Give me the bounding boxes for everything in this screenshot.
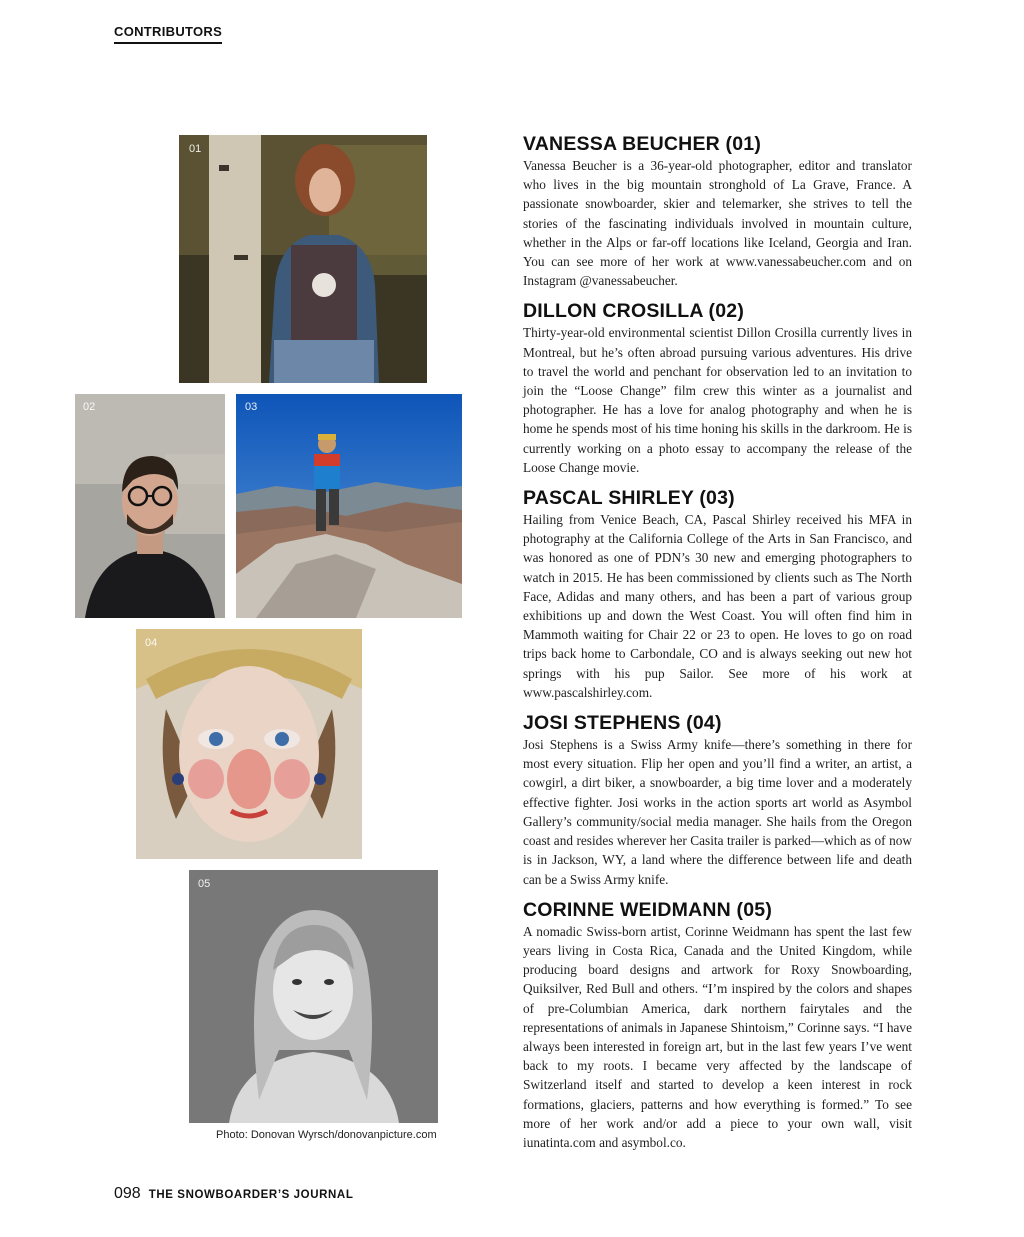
contributor-bio: Vanessa Beucher is a 36-year-old photographer, editor and translator who lives in the big mountain stronghold of La Grave, France. A passionate snowboarder, skier and telemarker, she strives to tell the stories of the fascinating individuals involved in mountain culture, whether in the Alps or far-off locations like Iceland, Georgia and Iran. You can see more of her work at www.vanessabeucher.com and on Instagram @vanessabeucher. [523,158,912,289]
photo-credit: Photo: Donovan Wyrsch/donovanpicture.com [216,1129,437,1141]
bio-vanessa-beucher [523,132,912,290]
bio-corinne-weidmann [523,898,912,1152]
photo-pascal-shirley [236,394,462,618]
photo-josi-stephens-painting [136,629,362,859]
photo-dillon-crosilla [75,394,225,618]
page-number: 098 [114,1185,141,1202]
contributor-bio: Hailing from Venice Beach, CA, Pascal Shirley received his MFA in photography at the California College of the Arts in San Francisco, and was honored as one of PDN’s 30 new and emerging photographers to watch in 2015. He has been commissioned by clients such as The North Face, Adidas and many others, and has been a part of various group exhibitions up and down the West Coast. You will often find him in Mammoth waiting for Chair 22 or 23 to open. He loves to go on road trips back home to Carbondale, CO and is always seeking out new hot springs with his pup Sailor. See more of his work at www.pascalshirley.com. [523,512,912,700]
contributor-name: PASCAL SHIRLEY (03) [523,487,735,510]
contributor-bio: A nomadic Swiss-born artist, Corinne Weidmann has spent the last few years living in Costa Rica, Canada and the United Kingdom, while producing board designs and artwork for Roxy Snowboarding, Quiksilver, Red Bull and others. “I’m inspired by the colors and shapes of pre-Columbian America, dark northern fairytales and the representations of animals in Japanese Shintoism,” Corinne says. “I have always been interested in foreign art, but in the last few years I’ve went back to my roots. I became very affected by the landscape of Switzerland itself and started to develop a keen interest in rock formations, glaciers, patterns and how everything is formed.” To see more of her work and/or add a piece to your own wall, visit iunatinta.com and asymbol.co. [523,923,912,1150]
section-label: CONTRIBUTORS [114,24,222,44]
bio-josi-stephens [523,711,912,889]
contributor-name: DILLON CROSILLA (02) [523,300,745,323]
contributor-bio: Thirty-year-old environmental scientist Dillon Crosilla currently lives in Montreal, but he’s often abroad pursuing various adventures. His drive to travel the world and penchant for observation led to an invitation to join the “Loose Change” film crew this winter as a journalist and photographer. He has a love for analog photography and when he is home he spends most of his time honing his skills in the darkroom. He is currently working on a photo essay to accompany the release of the Loose Change movie. [523,325,912,475]
contributor-bio: Josi Stephens is a Swiss Army knife—there’s something in there for most every situation. Flip her open and you’ll find a writer, an artist, a cowgirl, a dirt biker, a snowboarder, a big time lover and a moderately effective fighter. Josi works in the action sports art world as Asymbol Gallery’s community/social media manager. She hails from the Oregon coast and resides wherever her Casita trailer is parked—which as of now is in Jackson, WY, a land where the difference between life and death can be a Swiss Army knife. [523,737,912,887]
magazine-title: THE SNOWBOARDER’S JOURNAL [148,1189,354,1201]
photo-number: 05 [198,878,211,890]
photo-number: 04 [145,637,158,649]
bio-dillon-crosilla [523,299,912,477]
photo-corinne-weidmann [189,870,438,1123]
contributor-bios [523,132,912,1161]
photo-vanessa-beucher [179,135,427,383]
photo-number: 01 [189,143,202,155]
photo-number: 02 [83,401,96,413]
page-footer [114,1185,353,1203]
bio-pascal-shirley [523,486,912,702]
contributor-name: CORINNE WEIDMANN (05) [523,898,773,921]
contributor-name: VANESSA BEUCHER (01) [523,133,762,155]
photo-number: 03 [245,401,258,413]
contributor-name: JOSI STEPHENS (04) [523,712,722,735]
